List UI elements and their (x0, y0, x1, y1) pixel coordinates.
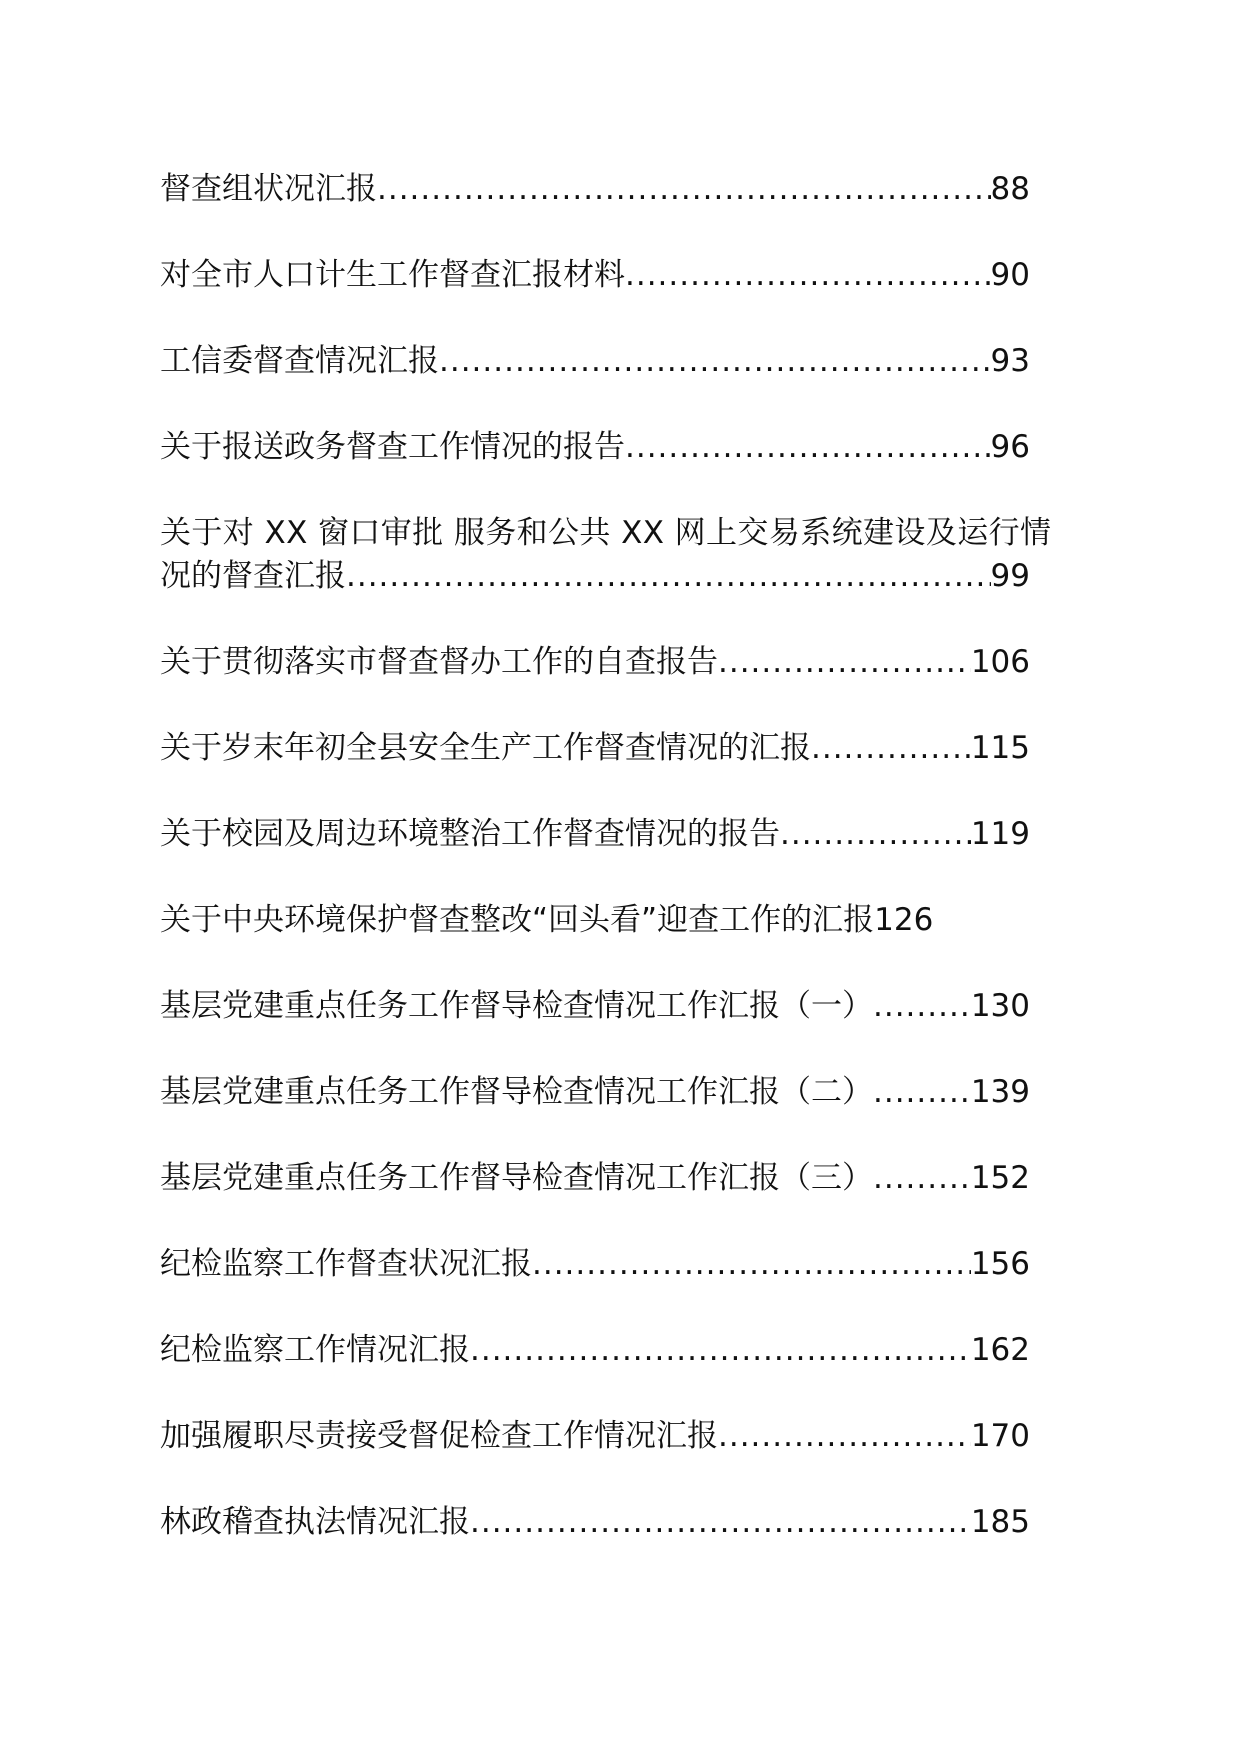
toc-dot-leader (811, 727, 971, 770)
toc-dot-leader (377, 168, 991, 211)
toc-dot-leader (718, 1415, 971, 1458)
toc-dot-leader (470, 1501, 971, 1544)
toc-page-number: 126 (874, 902, 934, 938)
toc-dot-leader (873, 1157, 971, 1200)
toc-entry-title: 纪检监察工作督查状况汇报 (160, 1246, 532, 1282)
toc-entry[interactable] (160, 985, 1030, 1028)
toc-entry-title: 对全市人口计生工作督查汇报材料 (160, 257, 625, 293)
toc-dot-leader (873, 1071, 971, 1114)
toc-entry[interactable] (160, 1243, 1030, 1286)
toc-page-number: 119 (970, 816, 1030, 852)
toc-page-number: 99 (990, 558, 1030, 594)
toc-page-number: 156 (970, 1246, 1030, 1282)
toc-entry[interactable] (160, 813, 1030, 856)
toc-dot-leader (625, 426, 991, 469)
toc-page-number: 139 (970, 1074, 1030, 1110)
toc-entry-title: 基层党建重点任务工作督导检查情况工作汇报（二） (160, 1074, 873, 1110)
toc-entry-title-line2: 况的督查汇报 (160, 558, 346, 594)
toc-page-number: 170 (970, 1418, 1030, 1454)
toc-entry[interactable] (160, 899, 1030, 942)
toc-entry-title: 关于贯彻落实市督查督办工作的自查报告 (160, 644, 718, 680)
toc-entry-title: 基层党建重点任务工作督导检查情况工作汇报（一） (160, 988, 873, 1024)
toc-entry-title-line1: 关于对 XX 窗口审批 服务和公共 XX 网上交易系统建设及运行情 (160, 515, 1052, 551)
toc-entry[interactable] (160, 1329, 1030, 1372)
toc-dot-leader (439, 340, 991, 383)
toc-entry[interactable] (160, 641, 1030, 684)
toc-entry[interactable] (160, 1157, 1030, 1200)
toc-entry[interactable] (160, 168, 1030, 211)
toc-page-number: 88 (990, 171, 1030, 207)
toc-entry[interactable] (160, 340, 1030, 383)
toc-entry-title: 关于中央环境保护督查整改“回头看”迎查工作的汇报 (160, 902, 875, 938)
toc-dot-leader (625, 254, 991, 297)
toc-page-number: 96 (990, 429, 1030, 465)
toc-page-number: 152 (970, 1160, 1030, 1196)
toc-dot-leader (470, 1329, 971, 1372)
toc-page-number: 115 (970, 730, 1030, 766)
toc-page-number: 93 (990, 343, 1030, 379)
toc-page-number: 185 (970, 1504, 1030, 1540)
table-of-contents (160, 168, 1052, 1587)
toc-entry[interactable] (160, 512, 1052, 598)
toc-page-number: 130 (970, 988, 1030, 1024)
toc-entry-title: 关于校园及周边环境整治工作督查情况的报告 (160, 816, 780, 852)
toc-entry[interactable] (160, 727, 1030, 770)
toc-entry[interactable] (160, 254, 1030, 297)
toc-entry-title: 基层党建重点任务工作督导检查情况工作汇报（三） (160, 1160, 873, 1196)
toc-page-number: 106 (970, 644, 1030, 680)
toc-entry-title: 纪检监察工作情况汇报 (160, 1332, 470, 1368)
toc-dot-leader (780, 813, 971, 856)
toc-entry[interactable] (160, 426, 1030, 469)
toc-dot-leader (718, 641, 971, 684)
toc-dot-leader (532, 1243, 971, 1286)
toc-entry-title: 加强履职尽责接受督促检查工作情况汇报 (160, 1418, 718, 1454)
toc-entry-title: 督查组状况汇报 (160, 171, 377, 207)
toc-entry-title: 工信委督查情况汇报 (160, 343, 439, 379)
toc-entry-title: 关于岁末年初全县安全生产工作督查情况的汇报 (160, 730, 811, 766)
toc-entry[interactable] (160, 1415, 1030, 1458)
toc-page-number: 162 (970, 1332, 1030, 1368)
toc-dot-leader (873, 985, 971, 1028)
toc-entry[interactable] (160, 1071, 1030, 1114)
toc-page-number: 90 (990, 257, 1030, 293)
toc-entry-title: 林政稽查执法情况汇报 (160, 1504, 470, 1540)
toc-entry[interactable] (160, 1501, 1030, 1544)
toc-dot-leader (346, 555, 991, 598)
toc-entry-title: 关于报送政务督查工作情况的报告 (160, 429, 625, 465)
